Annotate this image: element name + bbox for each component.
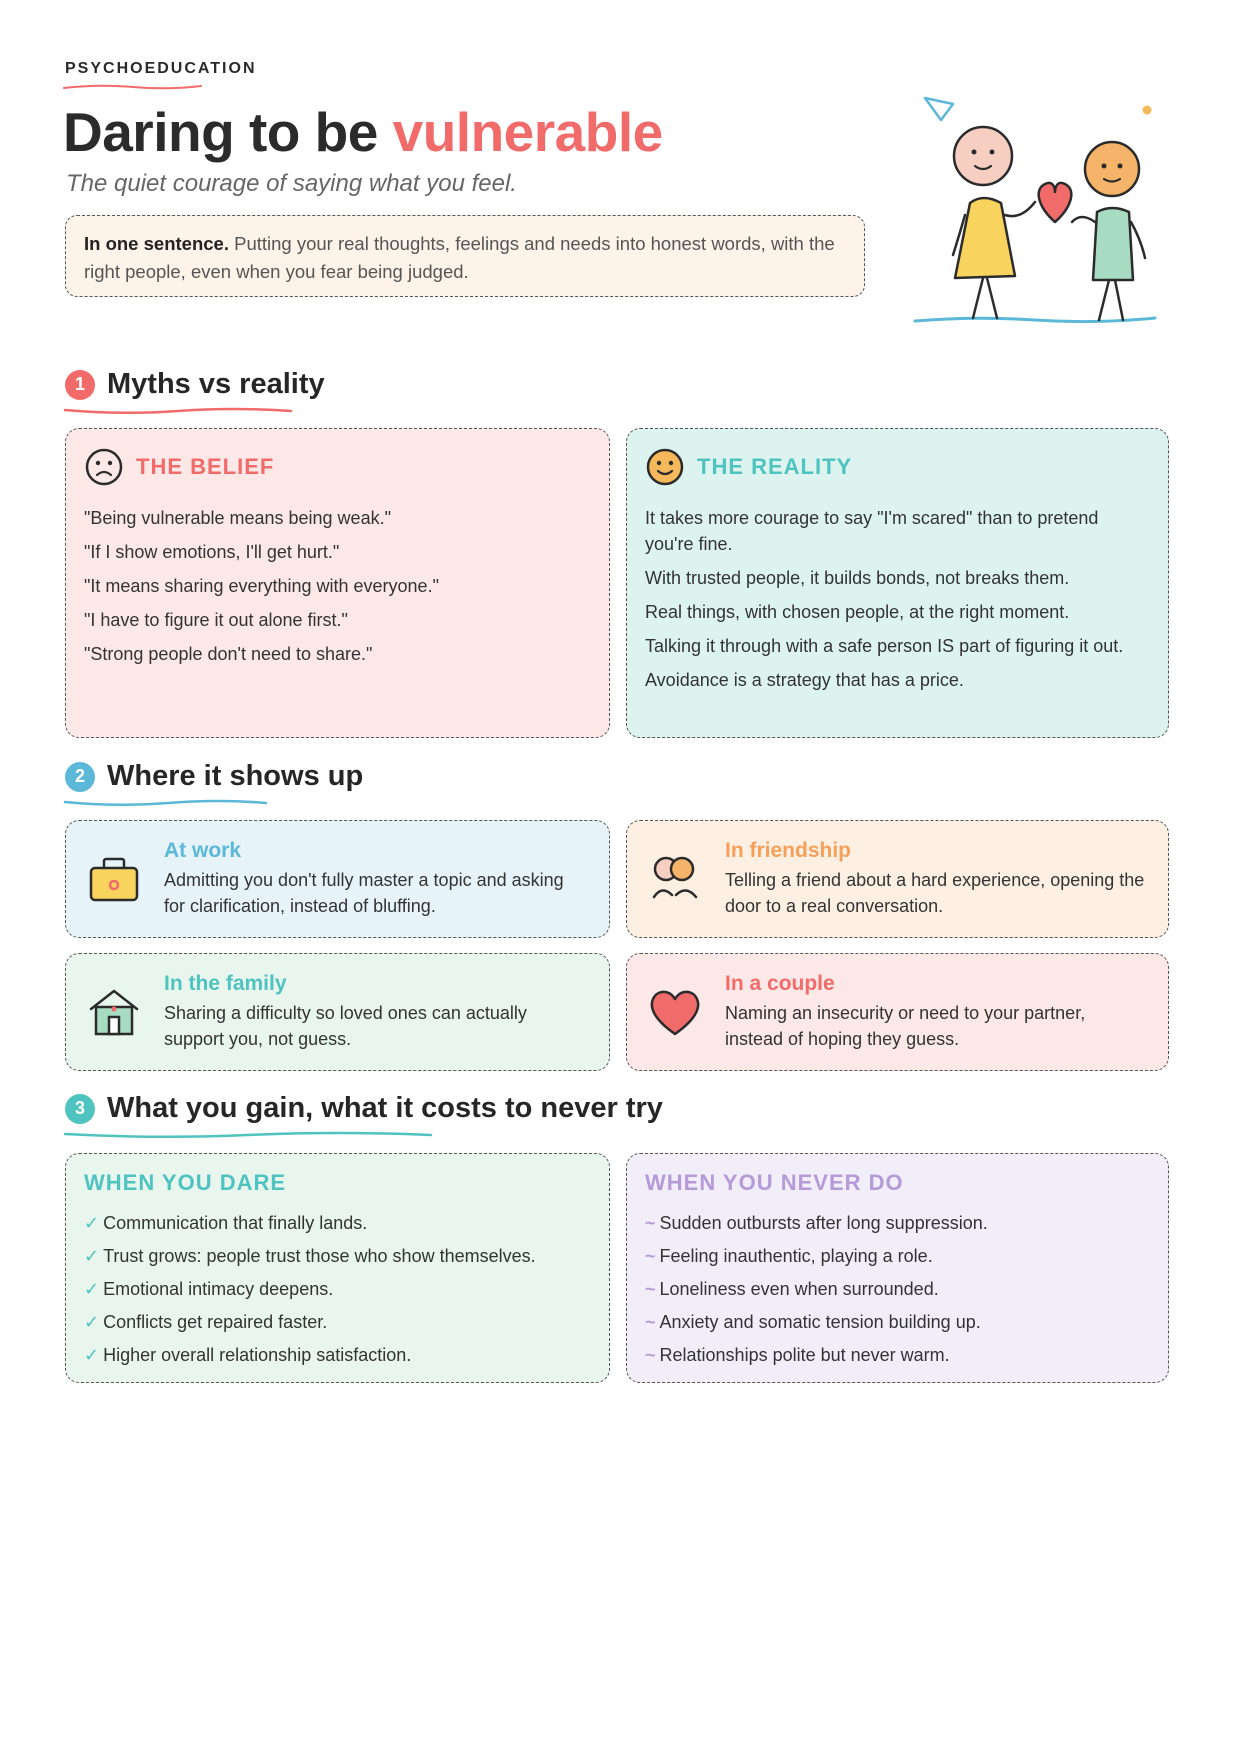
context-text: Admitting you don't fully master a topic and asking for clarification, instead of bluffing. (164, 870, 564, 916)
context-title: In friendship (725, 839, 851, 862)
section-1-underline (63, 406, 293, 416)
section-2-underline (63, 798, 268, 808)
heart-icon (647, 972, 703, 1052)
context-text: Telling a friend about a hard experience, opening the door to a real conversation. (725, 870, 1145, 916)
dare-item-text: Conflicts get repaired faster. (103, 1312, 328, 1332)
belief-label: THE BELIEF (136, 454, 275, 479)
reality-item: With trusted people, it builds bonds, not breaks them. (645, 568, 1070, 588)
never-item (645, 1342, 1150, 1368)
tilde-icon: ~ (645, 1246, 656, 1266)
summary-text: Putting your real thoughts, feelings and needs into honest words, with the right people, even when you fear being judged. (84, 233, 835, 282)
never-item-text: Relationships polite but never warm. (659, 1345, 950, 1365)
reality-item: Avoidance is a strategy that has a price. (645, 670, 964, 690)
belief-item: "If I show emotions, I'll get hurt." (84, 542, 340, 562)
dare-list (84, 1210, 591, 1368)
check-icon: ✓ (84, 1213, 100, 1233)
section-2-heading (65, 760, 363, 793)
two-people-illustration (905, 90, 1170, 330)
context-card-friendship (626, 820, 1169, 938)
never-item (645, 1243, 1150, 1269)
smiley-face-icon (645, 447, 685, 487)
flag-doodle (925, 98, 953, 120)
context-text: Sharing a difficulty so loved ones can actually support you, not guess. (164, 1003, 527, 1049)
section-1-heading (65, 368, 325, 401)
belief-card (65, 428, 610, 738)
section-2-number: 2 (65, 762, 95, 792)
reality-header (645, 447, 1150, 487)
title-accent: vulnerable (392, 101, 663, 163)
dare-item (84, 1276, 591, 1302)
reality-item: Talking it through with a safe person IS part of figuring it out. (645, 636, 1124, 656)
context-title: In the family (164, 972, 287, 995)
never-item-text: Sudden outbursts after long suppression. (659, 1213, 988, 1233)
context-body (164, 839, 589, 919)
check-icon: ✓ (84, 1279, 100, 1299)
tilde-icon: ~ (645, 1345, 656, 1365)
title-main: Daring to be (63, 101, 393, 163)
belief-header (84, 447, 591, 487)
dare-item (84, 1309, 591, 1335)
context-body (164, 972, 589, 1052)
never-item-text: Feeling inauthentic, playing a role. (659, 1246, 933, 1266)
summary-box (65, 215, 865, 297)
check-icon: ✓ (84, 1246, 100, 1266)
dare-item (84, 1243, 591, 1269)
belief-list (84, 505, 591, 667)
summary-lead: In one sentence. (84, 233, 229, 254)
belief-item: "It means sharing everything with everyone." (84, 576, 439, 596)
section-3-underline (63, 1130, 433, 1140)
section-3-title: What you gain, what it costs to never try (107, 1092, 663, 1124)
reality-item: It takes more courage to say "I'm scared" than to pretend you're fine. (645, 508, 1099, 554)
friends-icon (647, 839, 703, 919)
dare-item (84, 1342, 591, 1368)
tilde-icon: ~ (645, 1213, 656, 1233)
tilde-icon: ~ (645, 1279, 656, 1299)
section-3-heading (65, 1092, 663, 1125)
dare-item (84, 1210, 591, 1236)
context-title: In a couple (725, 972, 835, 995)
belief-item: "Being vulnerable means being weak." (84, 508, 391, 528)
page-subtitle: The quiet courage of saying what you feel. (66, 170, 517, 197)
section-3-number: 3 (65, 1094, 95, 1124)
never-list (645, 1210, 1150, 1368)
section-1-number: 1 (65, 370, 95, 400)
never-item (645, 1210, 1150, 1236)
check-icon: ✓ (84, 1312, 100, 1332)
dot-doodle (1143, 106, 1152, 115)
dare-item-text: Higher overall relationship satisfaction. (103, 1345, 412, 1365)
belief-item: "I have to figure it out alone first." (84, 610, 348, 630)
check-icon: ✓ (84, 1345, 100, 1365)
reality-item: Real things, with chosen people, at the right moment. (645, 602, 1070, 622)
reality-label: THE REALITY (697, 454, 853, 479)
section-1-title: Myths vs reality (107, 368, 325, 400)
context-body (725, 972, 1148, 1052)
context-card-work (65, 820, 610, 938)
ground-line (915, 318, 1155, 322)
dare-card (65, 1153, 610, 1383)
dare-item-text: Communication that finally lands. (103, 1213, 368, 1233)
sad-face-icon (84, 447, 124, 487)
house-icon (86, 972, 142, 1052)
never-item (645, 1309, 1150, 1335)
belief-item: "Strong people don't need to share." (84, 644, 373, 664)
eyebrow-underline (63, 83, 203, 91)
never-label: WHEN YOU NEVER DO (645, 1170, 904, 1195)
dare-label: WHEN YOU DARE (84, 1170, 287, 1195)
briefcase-icon (86, 839, 142, 919)
heart-doodle (1039, 183, 1072, 222)
page-title (63, 100, 663, 164)
context-title: At work (164, 839, 242, 862)
dare-item-text: Emotional intimacy deepens. (103, 1279, 334, 1299)
reality-card (626, 428, 1169, 738)
never-card (626, 1153, 1169, 1383)
context-card-couple (626, 953, 1169, 1071)
context-card-family (65, 953, 610, 1071)
context-text: Naming an insecurity or need to your partner, instead of hoping they guess. (725, 1003, 1086, 1049)
dare-item-text: Trust grows: people trust those who show themselves. (103, 1246, 536, 1266)
context-body (725, 839, 1148, 919)
tilde-icon: ~ (645, 1312, 656, 1332)
never-item-text: Loneliness even when surrounded. (659, 1279, 939, 1299)
eyebrow-label: PSYCHOEDUCATION (65, 60, 257, 77)
never-item-text: Anxiety and somatic tension building up. (659, 1312, 981, 1332)
never-item (645, 1276, 1150, 1302)
section-2-title: Where it shows up (107, 760, 364, 792)
reality-list (645, 505, 1150, 693)
